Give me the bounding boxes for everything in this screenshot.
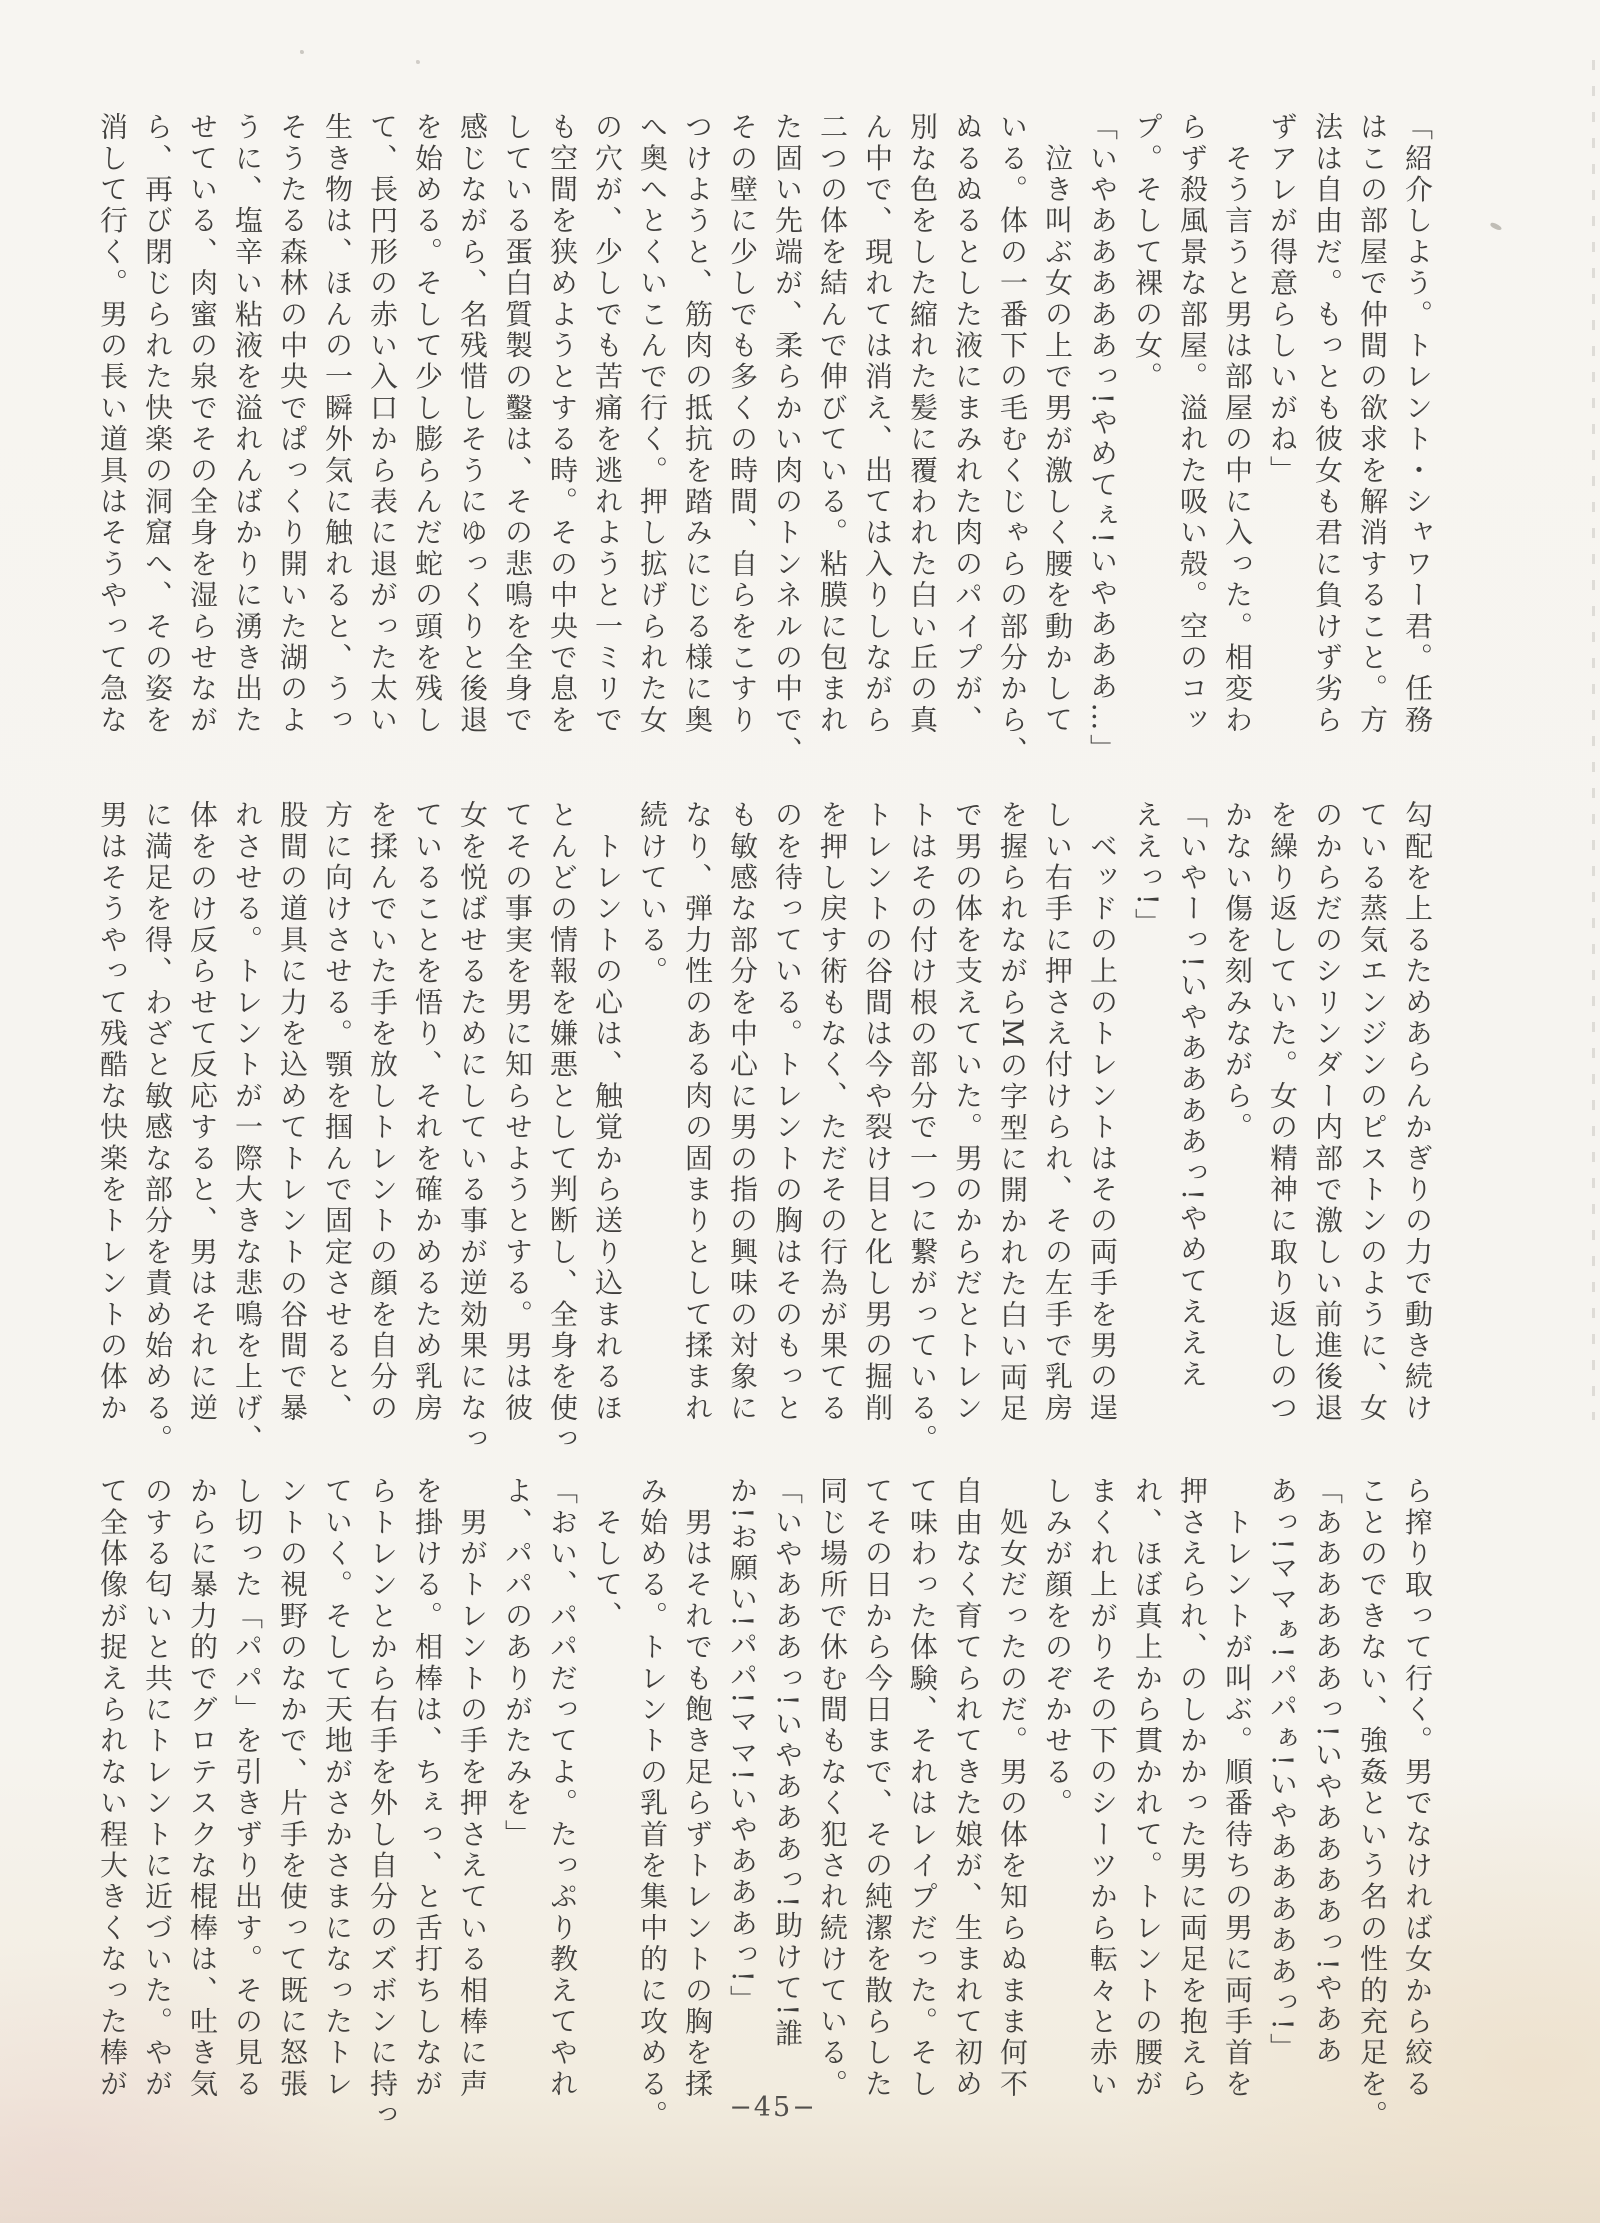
text-column: よ、パパのありがたみを」 (501, 1476, 534, 1851)
text-column: 泣き叫ぶ女の上で男が激しく腰を動かして (1041, 112, 1074, 736)
text-column: 二つの体を結んで伸びている。粘膜に包まれ (816, 112, 849, 736)
text-column: はこの部屋で仲間の欲求を解消すること。方 (1356, 112, 1389, 736)
text-column: ントの視野のなかで、片手を使って既に怒張 (276, 1476, 309, 2100)
text-column: のする匂いと共にトレントに近づいた。やが (141, 1476, 174, 2100)
text-column: も空間を狭めようとする時。その中央で息を (546, 112, 579, 736)
text-column: 処女だったのだ。男の体を知らぬまま何不 (996, 1476, 1029, 2100)
text-column: 続けている。 (636, 800, 669, 988)
text-column: かない傷を刻みながら。 (1221, 800, 1254, 1144)
text-column: ベッドの上のトレントはその両手を男の逞 (1086, 800, 1119, 1424)
text-column: なり、弾力性のある肉の固まりとして揉まれ (681, 800, 714, 1424)
text-column: そうたる森林の中央でぱっくり開いた湖のよ (276, 112, 309, 736)
text-column: を掛ける。相棒は、ちぇっ、と舌打ちしなが (411, 1476, 444, 2100)
text-column: 消して行く。男の長い道具はそうやって急な (96, 112, 129, 736)
text-column: そう言うと男は部屋の中に入った。相変わ (1221, 112, 1254, 736)
text-column: ら搾り取って行く。男でなければ女から絞る (1401, 1476, 1434, 2100)
text-column: ん中で、現れては消え、出ては入りしながら (861, 112, 894, 736)
text-column: いる。体の一番下の毛むくじゃらの部分から、 (996, 112, 1029, 768)
text-column: 男はそれでも飽き足らずトレントの胸を揉 (681, 1476, 714, 2100)
text-column: し切った「パパ」を引きずり出す。その見る (231, 1476, 264, 2100)
text-column: で男の体を支えていた。男のからだとトレン (951, 800, 984, 1424)
text-column: らず殺風景な部屋。溢れた吸い殻。空のコッ (1176, 112, 1209, 736)
text-column: 体をのけ反らせて反応すると、男はそれに逆 (186, 800, 219, 1424)
text-column: 感じながら、名残惜しそうにゆっくりと後退 (456, 112, 489, 736)
text-column: れ、ほぼ真上から貫かれて。トレントの腰が (1131, 1476, 1164, 2100)
scan-edge-artifact (1592, 60, 1595, 1420)
text-column: ぬるぬるとした液にまみれた肉のパイプが、 (951, 112, 984, 736)
text-column: しみが顔をのぞかせる。 (1041, 1476, 1074, 1820)
text-column: の穴が、少しでも苦痛を逃れようと一ミリで (591, 112, 624, 736)
text-column: 自由なく育てられてきた娘が、生まれて初め (951, 1476, 984, 2100)
text-column: 生き物は、ほんの一瞬外気に触れると、うっ (321, 112, 354, 736)
text-column: 別な色をした縮れた髪に覆われた白い丘の真 (906, 112, 939, 737)
text-column: しい右手に押さえ付けられ、その左手で乳房 (1041, 800, 1074, 1424)
text-column: 勾配を上るためあらんかぎりの力で動き続け (1401, 800, 1434, 1424)
text-block-1 (90, 112, 1440, 767)
text-column: て味わった体験、それはレイプだった。そし (906, 1476, 939, 2100)
text-column: てその事実を男に知らせようとする。男は彼 (501, 800, 534, 1424)
text-column: 「紹介しよう。トレント・シャワー君。任務 (1401, 112, 1434, 736)
text-column: トレントが叫ぶ。順番待ちの男に両手首を (1221, 1476, 1254, 2100)
text-column: 女を悦ばせるためにしている事が逆効果になっ (456, 800, 489, 1456)
text-column: トレントの谷間は今や裂け目と化し男の掘削 (861, 800, 894, 1425)
text-column: トはその付け根の部分で一つに繋がっている。 (906, 800, 939, 1456)
text-column: その壁に少しでも多くの時間、自らをこすり (726, 112, 759, 736)
text-column: 同じ場所で休む間もなく犯され続けている。 (816, 1476, 849, 2100)
text-block-2 (90, 800, 1440, 1455)
text-column: か!お願い!パパ!ママ!いやあああっ!」 (726, 1476, 759, 2017)
text-column: ていることを悟り、それを確かめるため乳房 (411, 800, 444, 1424)
scan-speck (300, 50, 304, 54)
scan-speck (1490, 222, 1503, 231)
text-column: あっ!ママぁ!パパぁ!いやあああああっ!」 (1266, 1476, 1299, 2065)
text-column: 「いやあああああっ!やめてぇ!いやあああ…」 (1086, 112, 1119, 765)
text-column: ずアレが得意らしいがね」 (1266, 112, 1299, 487)
text-column: た固い先端が、柔らかい肉のトンネルの中で、 (771, 112, 804, 768)
text-column: て、長円形の赤い入口から表に退がった太い (366, 112, 399, 736)
text-column: て全体像が捉えられない程大きくなった棒が (96, 1476, 129, 2100)
text-column: も敏感な部分を中心に男の指の興味の対象に (726, 800, 759, 1425)
text-column: 「おい、パパだってよ。たっぷり教えてやれ (546, 1476, 579, 2100)
text-column: を始める。そして少し膨らんだ蛇の頭を残し (411, 112, 444, 737)
text-column: に満足を得、わざと敏感な部分を責め始める。 (141, 800, 174, 1456)
text-column: ていく。そして天地がさかさまになったトレ (321, 1476, 354, 2100)
text-column: プ。そして裸の女。 (1131, 112, 1164, 393)
text-column: からに暴力的でグロテスクな棍棒は、吐き気 (186, 1476, 219, 2100)
text-column: ら、再び閉じられた快楽の洞窟へ、その姿を (141, 112, 174, 736)
scan-speck (416, 60, 420, 64)
text-column: まくれ上がりその下のシーツから転々と赤い (1086, 1476, 1119, 2100)
text-column: 男がトレントの手を押さえている相棒に声 (456, 1476, 489, 2100)
text-column: らトレンとから右手を外し自分のズボンに持っ (366, 1476, 399, 2132)
text-column: 押さえられ、のしかかった男に両足を抱えら (1176, 1476, 1209, 2100)
text-column: を揉んでいた手を放しトレントの顔を自分の (366, 800, 399, 1424)
text-column: のを待っている。トレントの胸はそのもっと (771, 800, 804, 1424)
text-column: てその日から今日まで、その純潔を散らした (861, 1476, 894, 2100)
text-column: ええっ!」 (1131, 800, 1164, 940)
text-block-3 (90, 1476, 1440, 2131)
text-column: 「いやあああっ!いやあああっ!助けて!誰 (771, 1476, 804, 2050)
text-column: 「いやーっ!いやああああっ!やめてえええ (1176, 800, 1209, 1391)
text-column: れさせる。トレントが一際大きな悲鳴を上げ、 (231, 800, 264, 1456)
text-column: うに、塩辛い粘液を溢れんばかりに湧き出た (231, 112, 264, 736)
text-column: している蛋白質製の鑿は、その悲鳴を全身で (501, 112, 534, 736)
text-column: せている、肉蜜の泉でその全身を湿らせなが (186, 112, 219, 736)
text-column: ている蒸気エンジンのピストンのように、女 (1356, 800, 1389, 1424)
text-column: 方に向けさせる。顎を掴んで固定させると、 (321, 800, 354, 1424)
text-column: へ奥へとくいこんで行く。押し拡げられた女 (636, 112, 669, 736)
text-column: を握られながらMの字型に開かれた白い両足 (996, 800, 1029, 1425)
text-column: み始める。トレントの乳首を集中的に攻める。 (636, 1476, 669, 2132)
text-column: を繰り返していた。女の精神に取り返しのつ (1266, 800, 1299, 1424)
text-column: ことのできない、強姦という名の性的充足を。 (1356, 1476, 1389, 2132)
text-column: 「ああああああっ!いやああああっ!やああ (1311, 1476, 1344, 2067)
text-column: のからだのシリンダー内部で激しい前進後退 (1311, 800, 1344, 1424)
page-number: −45− (729, 2092, 817, 2123)
text-column: とんどの情報を嫌悪として判断し、全身を使っ (546, 800, 579, 1456)
text-column: 男はそうやって残酷な快楽をトレントの体か (96, 800, 129, 1424)
text-column: つけようと、筋肉の抵抗を踏みにじる様に奥 (681, 112, 714, 736)
text-column: トレントの心は、触覚から送り込まれるほ (591, 800, 624, 1424)
text-column: を押し戻す術もなく、ただその行為が果てる (816, 800, 849, 1424)
text-column: 股間の道具に力を込めてトレントの谷間で暴 (276, 800, 309, 1424)
text-column: 法は自由だ。もっとも彼女も君に負けず劣ら (1311, 112, 1344, 736)
text-column: そして、 (591, 1476, 624, 1632)
